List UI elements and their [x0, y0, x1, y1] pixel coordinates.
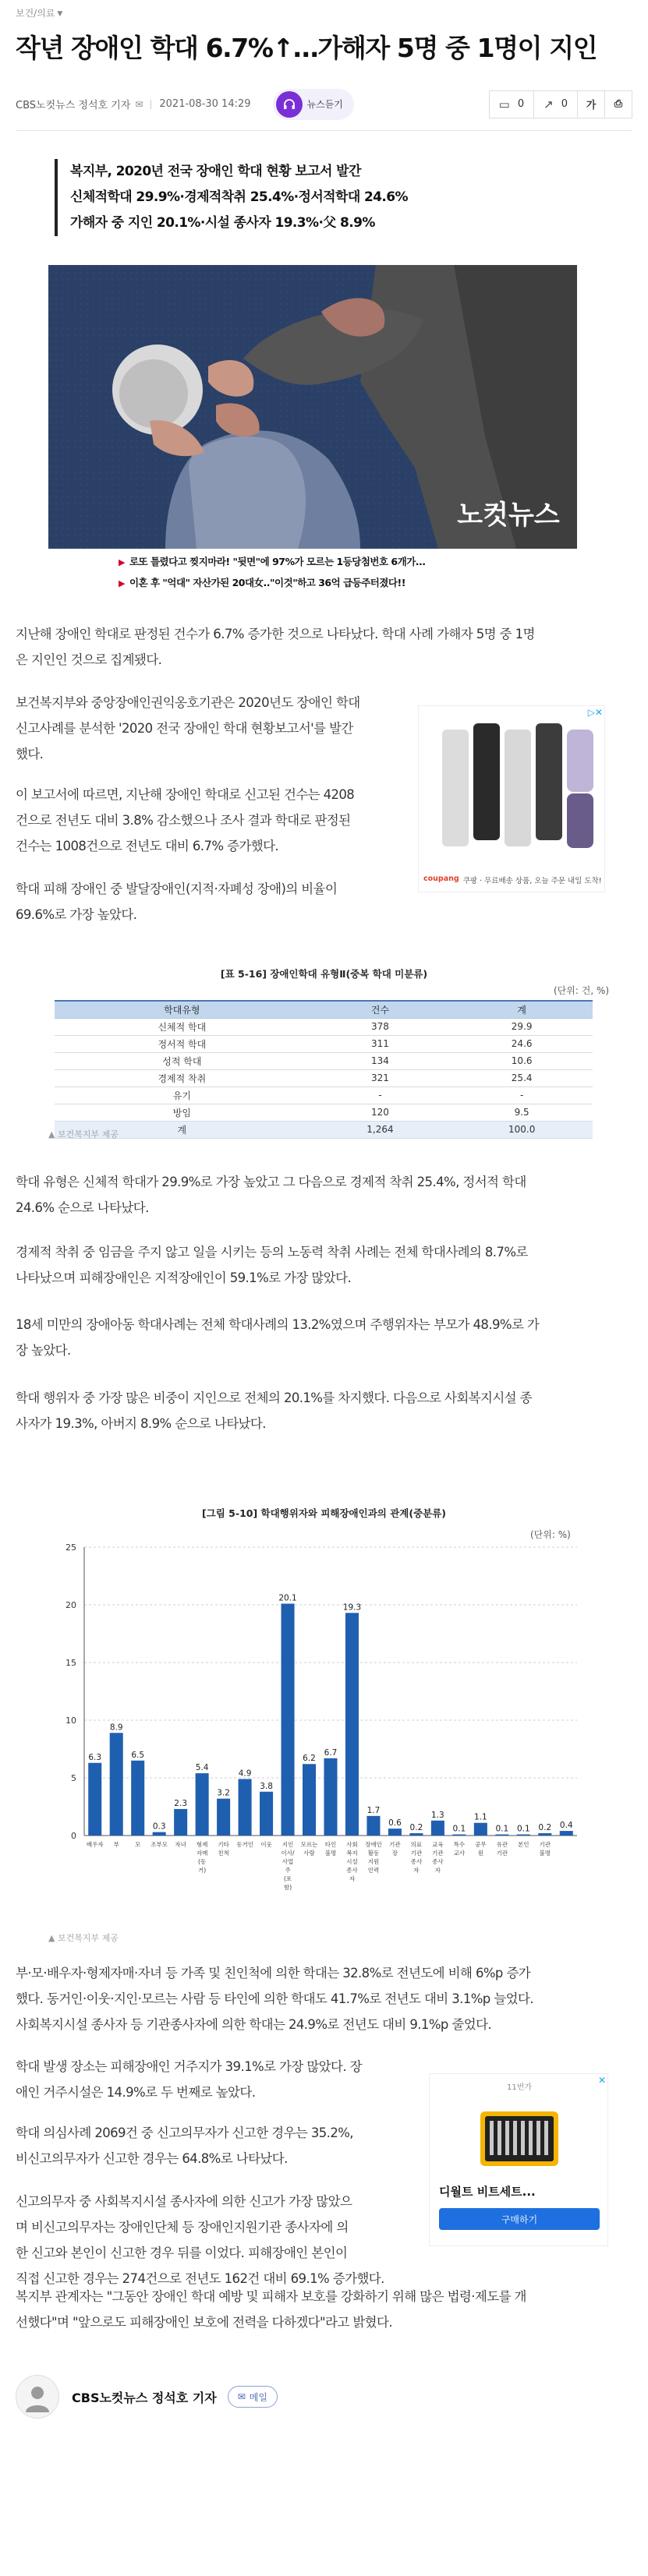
- text-line: 사자가 19.3%, 아버지 8.9% 순으로 나타났다.: [16, 1416, 266, 1431]
- chart-bar: [345, 1613, 359, 1836]
- ad-product-name[interactable]: 디월트 비트세트...: [439, 2185, 536, 2199]
- table-row: [55, 1087, 593, 1104]
- text-line: 건으로 전년도 대비 3.8% 감소했으나 조사 결과 학대로 판정된: [16, 813, 351, 828]
- byline: CBS노컷뉴스 정석호 기자: [16, 100, 131, 111]
- ad-choices-icon[interactable]: ▷✕: [587, 707, 603, 718]
- x-tick-label: 이사/: [281, 1850, 295, 1857]
- data-label: 6.5: [131, 1750, 145, 1760]
- chart-bar: [174, 1809, 187, 1836]
- x-tick-label: 조부모: [150, 1841, 168, 1848]
- table-cell: 311: [310, 1035, 451, 1052]
- body-paragraph: [16, 876, 421, 928]
- y-tick-label: 20: [66, 1600, 76, 1610]
- ad-product-card[interactable]: [429, 2073, 608, 2246]
- text-line: 학대 발생 장소는 피해장애인 거주지가 39.1%로 가장 많았다. 장: [16, 2059, 363, 2074]
- text-line: 이 보고서에 따르면, 지난해 장애인 학대로 신고된 건수는 4208: [16, 787, 355, 802]
- comment-count: 0: [517, 98, 525, 110]
- article-actions: [490, 90, 632, 118]
- author-name[interactable]: CBS노컷뉴스 정석호 기자: [72, 2390, 217, 2405]
- x-tick-label: 사람: [303, 1850, 315, 1857]
- text-line: 은 지인인 것으로 집계됐다.: [16, 652, 162, 667]
- abuse-type-table: [55, 1000, 593, 1139]
- data-label: 0.4: [559, 1821, 573, 1831]
- data-label: 19.3: [342, 1602, 362, 1613]
- related-link[interactable]: [119, 552, 426, 573]
- table-unit: (단위: 건, %): [554, 985, 610, 996]
- share-button[interactable]: [533, 90, 578, 118]
- summary-line: 가해자 중 지인 20.1%·시설 종사자 19.3%·父 8.9%: [70, 215, 375, 231]
- table-row: [55, 1018, 593, 1035]
- person-icon: [22, 2381, 53, 2412]
- x-tick-label: 유관: [496, 1841, 508, 1848]
- x-tick-label: 기관: [539, 1841, 551, 1848]
- buy-button[interactable]: 구매하기: [439, 2208, 600, 2230]
- ad-tagline: [423, 875, 602, 885]
- body-paragraph: [16, 1169, 632, 1221]
- data-label: 6.2: [303, 1754, 316, 1764]
- x-tick-label: 활동: [367, 1850, 380, 1857]
- chart-bar: [409, 1833, 423, 1836]
- data-label: 0.1: [516, 1824, 530, 1834]
- data-label: 6.3: [88, 1752, 102, 1762]
- table-title: [표 5-16] 장애인학대 유형Ⅱ(중복 학대 미분류): [220, 968, 428, 980]
- text-line: 학대 피해 장애인 중 발달장애인(지적·자폐성 장애)의 비율이: [16, 882, 338, 896]
- table-cell: -: [310, 1087, 451, 1104]
- chart-bar: [239, 1779, 252, 1836]
- x-tick-label: 모르는: [300, 1841, 318, 1848]
- related-link-text[interactable]: 로또 틀렸다고 찢지마라! "뒷면"에 97%가 모르는 1등당첨번호 6개가...: [129, 556, 426, 567]
- text-line: 학대 의심사례 2069건 중 신고의무자가 신고한 경우는 35.2%,: [16, 2125, 353, 2140]
- table-cell: 유기: [55, 1087, 310, 1104]
- print-button[interactable]: [604, 90, 632, 118]
- data-label: 0.2: [409, 1823, 423, 1833]
- x-tick-label: 부: [113, 1841, 119, 1848]
- text-line: 나타났으며 피해장애인은 지적장애인이 59.1%로 가장 많았다.: [16, 1270, 352, 1285]
- x-tick-label: 자: [434, 1867, 441, 1874]
- article-photo: [48, 265, 577, 549]
- ad-brand: coupang: [423, 875, 459, 883]
- data-label: 3.8: [260, 1781, 273, 1791]
- ad-label: 11번가: [506, 2083, 533, 2092]
- chart-bar: [431, 1821, 444, 1836]
- drill-bit-set-image: [473, 2096, 566, 2174]
- chart-bar: [196, 1773, 209, 1836]
- x-tick-label: 기관: [389, 1841, 401, 1848]
- chart-bar: [282, 1604, 295, 1836]
- x-tick-label: 본인: [518, 1841, 529, 1848]
- x-tick-label: 의료: [410, 1841, 423, 1848]
- y-tick-label: 25: [66, 1542, 76, 1553]
- chart-bar: [131, 1761, 144, 1836]
- y-tick-label: 15: [66, 1658, 76, 1668]
- table-cell: 120: [310, 1104, 451, 1121]
- text-line: 했다. 동거인·이웃·지인·모르는 사람 등 타인에 의한 학대도 41.7%로 전년도 대비 3.1%p 늘었다.: [16, 1991, 533, 2006]
- table-cell: 정서적 학대: [55, 1035, 310, 1052]
- text-line: 사회복지시설 종사자 등 기관종사자에 의한 학대는 24.9%로 전년도 대비 9.1%p 줄었다.: [16, 2017, 492, 2032]
- table-row: [55, 1052, 593, 1069]
- chart-bar: [324, 1758, 337, 1836]
- chart-bar: [452, 1835, 466, 1836]
- text-line: 했다.: [16, 747, 44, 761]
- comment-button[interactable]: [489, 90, 534, 118]
- relation-bar-chart: [47, 1524, 593, 1929]
- related-links: [119, 552, 426, 594]
- ad-choices-icon[interactable]: ✕: [597, 2075, 606, 2086]
- text-line: 며 비신고의무자는 장애인단체 등 장애인지원기관 종사자에 의: [16, 2220, 349, 2235]
- font-size-button[interactable]: 가: [577, 90, 605, 118]
- data-label: 0.6: [388, 1818, 402, 1829]
- chart-bar: [517, 1835, 530, 1836]
- mail-icon: ✉: [237, 2391, 246, 2402]
- x-tick-label: 특수: [453, 1841, 466, 1848]
- text-line: 한 신고와 본인이 신고한 경우 뒤를 이었다. 피해장애인 본인이: [16, 2246, 348, 2260]
- x-tick-label: 종사: [432, 1858, 444, 1865]
- table-cell: 방임: [55, 1104, 310, 1121]
- data-label: 0.1: [495, 1824, 509, 1834]
- triangle-icon: ▶: [119, 578, 125, 588]
- x-tick-label: 시설: [346, 1858, 358, 1865]
- x-tick-label: 이웃: [260, 1841, 272, 1848]
- table-cell: 321: [310, 1069, 451, 1087]
- body-paragraph: [16, 2189, 452, 2292]
- article-summary: [55, 159, 408, 236]
- table-cell: 25.4: [451, 1069, 593, 1087]
- table-cell: -: [451, 1087, 593, 1104]
- body-paragraph: [16, 1239, 632, 1291]
- x-tick-label: 기타: [218, 1841, 229, 1848]
- chart-unit: (단위: %): [530, 1529, 571, 1540]
- data-label: 4.9: [238, 1769, 252, 1779]
- table-cell: 29.9: [451, 1018, 593, 1035]
- x-tick-label: 복지: [346, 1850, 358, 1857]
- data-label: 1.1: [473, 1812, 487, 1822]
- ad-text: 쿠팡 · 무료배송 상품, 오늘 주문 내일 도착!: [462, 877, 602, 885]
- x-tick-label: (포: [283, 1875, 292, 1882]
- comment-icon: ▭: [498, 97, 510, 111]
- data-label: 0.3: [152, 1822, 166, 1832]
- x-tick-label: 함): [283, 1884, 292, 1891]
- table-header: 계: [451, 1001, 593, 1018]
- table-cell: 계: [55, 1121, 310, 1138]
- author-box: [16, 2369, 632, 2424]
- table-cell: 378: [310, 1018, 451, 1035]
- table-total-row: [55, 1121, 593, 1138]
- text-line: 선했다"며 "앞으로도 피해장애인 보호에 전력을 다하겠다"라고 밝혔다.: [16, 2315, 392, 2330]
- text-line: 비신고의무자가 신고한 경우는 64.8%로 나타났다.: [16, 2151, 288, 2166]
- x-tick-label: 지인: [282, 1841, 294, 1848]
- body-paragraph: [16, 2054, 421, 2105]
- x-tick-label: 공무: [475, 1841, 487, 1848]
- data-label: 5.4: [195, 1763, 209, 1773]
- text-line: 18세 미만의 장애아동 학대사례는 전체 학대사례의 13.2%였으며 주행위자는 부모가 48.9%로 가: [16, 1317, 540, 1332]
- body-paragraph: [16, 1312, 632, 1363]
- body-paragraph: [16, 621, 632, 673]
- chart-bar: [153, 1832, 166, 1836]
- x-tick-label: 사회: [346, 1841, 358, 1848]
- chart-bar: [388, 1829, 402, 1836]
- text-line: 직접 신고한 경우는 274건으로 전년도 162건 대비 69.1% 증가했다.: [16, 2271, 384, 2286]
- table-row: [55, 1104, 593, 1121]
- x-tick-label: 주: [285, 1867, 291, 1874]
- x-tick-label: 장애인: [365, 1841, 382, 1848]
- x-tick-label: 교육: [432, 1841, 444, 1848]
- divider: [150, 100, 151, 109]
- data-label: 2.3: [174, 1798, 188, 1808]
- share-count: 0: [561, 98, 568, 110]
- text-line: 보건복지부와 중앙장애인권익옹호기관은 2020년도 장애인 학대: [16, 695, 360, 710]
- body-paragraph: [16, 690, 421, 767]
- text-line: 24.6% 순으로 나타났다.: [16, 1200, 149, 1215]
- x-tick-label: 교사: [453, 1850, 466, 1857]
- body-paragraph: [16, 782, 421, 859]
- email-label: 메일: [249, 2391, 267, 2403]
- chart-bar: [538, 1833, 551, 1836]
- y-tick-label: 10: [66, 1716, 76, 1726]
- headphones-icon: [276, 91, 303, 118]
- table-cell: 24.6: [451, 1035, 593, 1052]
- breadcrumb[interactable]: [16, 6, 62, 19]
- related-link[interactable]: [119, 573, 426, 594]
- x-tick-label: 동거인: [236, 1841, 253, 1848]
- data-label: 6.7: [324, 1747, 338, 1758]
- y-tick-label: 0: [71, 1831, 76, 1841]
- chart-bar: [217, 1799, 230, 1836]
- avatar[interactable]: [16, 2375, 59, 2419]
- x-tick-label: 종사: [410, 1858, 423, 1865]
- x-tick-label: 기관: [432, 1850, 444, 1857]
- text-line: 69.6%로 가장 높았다.: [16, 907, 137, 922]
- x-tick-label: 자: [349, 1875, 356, 1882]
- summary-line: 복지부, 2020년 전국 장애인 학대 현황 보고서 발간: [70, 164, 361, 179]
- table-cell: 성적 학대: [55, 1052, 310, 1069]
- chart-title: [그림 5-10] 학대행위자와 피해장애인과의 관계(중분류): [201, 1507, 447, 1519]
- chart-bar: [560, 1831, 573, 1836]
- text-line: 애인 거주시설은 14.9%로 두 번째로 높았다.: [16, 2085, 256, 2100]
- text-line: 부·모·배우자·형제자매·자녀 등 가족 및 친인척에 의한 학대는 32.8%로 전년도에 비해 6%p 증가: [16, 1966, 531, 1981]
- text-line: 경제적 착취 중 임금을 주지 않고 일을 시키는 등의 노동력 착취 사례는 전체 학대사례의 8.7%로: [16, 1245, 528, 1260]
- ad-banner[interactable]: [418, 705, 605, 892]
- x-tick-label: 지원: [367, 1858, 380, 1865]
- x-tick-label: 사업: [282, 1858, 294, 1865]
- y-tick-label: 5: [71, 1773, 76, 1783]
- chart-bar: [366, 1816, 380, 1836]
- data-label: 3.2: [217, 1788, 230, 1798]
- x-tick-label: 거): [198, 1867, 207, 1874]
- chart-source: ▲ 보건복지부 제공: [48, 1933, 119, 1943]
- x-tick-label: 불명: [539, 1850, 551, 1857]
- x-tick-label: 친척: [218, 1850, 229, 1857]
- headline: 작년 장애인 학대 6.7%↑…가해자 5명 중 1명이 지인: [16, 33, 597, 63]
- mail-icon[interactable]: ✉: [135, 98, 143, 110]
- x-tick-label: 자녀: [175, 1841, 186, 1848]
- x-tick-label: 자매: [196, 1850, 208, 1857]
- x-tick-label: 형제: [196, 1841, 208, 1848]
- table-cell: 신체적 학대: [55, 1018, 310, 1035]
- text-line: 신고사례를 분석한 '2020 전국 장애인 학대 현황보고서'를 발간: [16, 721, 353, 736]
- x-tick-label: 기관: [496, 1850, 508, 1857]
- table-cell: 9.5: [451, 1104, 593, 1121]
- phone-product-image: [419, 706, 604, 866]
- x-tick-label: 불명: [324, 1850, 337, 1857]
- table-cell: 1,264: [310, 1121, 451, 1138]
- data-label: 0.2: [538, 1823, 552, 1833]
- x-tick-label: 기관: [410, 1850, 423, 1857]
- listen-button[interactable]: [273, 89, 354, 120]
- data-label: 1.3: [431, 1810, 444, 1820]
- data-label: 20.1: [278, 1593, 297, 1603]
- summary-line: 신체적학대 29.9%·경제적착취 25.4%·정서적학대 24.6%: [70, 189, 408, 205]
- table-header: 학대유형: [55, 1001, 310, 1018]
- x-tick-label: 종사: [346, 1867, 358, 1874]
- text-line: 학대 유형은 신체적 학대가 29.9%로 가장 높았고 그 다음으로 경제적 착취 25.4%, 정서적 학대: [16, 1175, 526, 1189]
- text-line: 학대 행위자 중 가장 많은 비중이 지인으로 전체의 20.1%를 차지했다. 다음으로 사회복지시설 종: [16, 1390, 533, 1405]
- photo-watermark: 노컷뉴스: [457, 500, 560, 531]
- x-tick-label: 인력: [367, 1867, 380, 1874]
- text-line: 신고의무자 중 사회복지시설 종사자에 의한 신고가 가장 많았으: [16, 2194, 352, 2209]
- x-tick-label: 자: [413, 1867, 420, 1874]
- article-meta: [16, 87, 632, 131]
- listen-label: 뉴스듣기: [306, 99, 343, 110]
- breadcrumb-category[interactable]: 보건/의료: [16, 8, 55, 19]
- chart-bar: [474, 1823, 487, 1836]
- data-label: 0.1: [452, 1824, 466, 1834]
- text-line: 복지부 관계자는 "그동안 장애인 학대 예방 및 피해자 보호를 강화하기 위해 많은 법령·제도를 개: [16, 2289, 526, 2304]
- chart-bar: [303, 1764, 316, 1836]
- related-link-text[interactable]: 이혼 후 "억대" 자산가된 20대女.."이것"하고 36억 급등주터졌다!!: [129, 577, 405, 588]
- table-cell: 134: [310, 1052, 451, 1069]
- table-row: [55, 1069, 593, 1087]
- email-button[interactable]: [228, 2386, 278, 2408]
- table-header: 건수: [310, 1001, 451, 1018]
- x-tick-label: 원: [477, 1850, 483, 1857]
- table-cell: 100.0: [451, 1121, 593, 1138]
- print-icon: ⎙: [614, 98, 623, 110]
- data-label: 1.7: [366, 1805, 381, 1815]
- body-paragraph: [16, 1385, 632, 1436]
- table-row: [55, 1035, 593, 1052]
- x-tick-label: 타인: [324, 1841, 337, 1848]
- text-line: 장 높았다.: [16, 1343, 71, 1358]
- body-paragraph: [16, 2284, 632, 2335]
- publish-date: 2021-08-30 14:29: [159, 98, 251, 110]
- chart-bar: [495, 1835, 508, 1836]
- x-tick-label: 모: [135, 1841, 141, 1848]
- text-line: 지난해 장애인 학대로 판정된 건수가 6.7% 증가한 것으로 나타났다. 학대 사례 가해자 5명 중 1명: [16, 627, 535, 641]
- body-paragraph: [16, 1960, 632, 2037]
- table-cell: 경제적 착취: [55, 1069, 310, 1087]
- chart-bar: [88, 1763, 101, 1836]
- x-tick-label: 배우자: [86, 1841, 104, 1848]
- chart-bar: [110, 1733, 123, 1836]
- data-label: 8.9: [109, 1723, 123, 1733]
- chart-bar: [260, 1792, 273, 1836]
- chevron-down-icon: ▼: [57, 10, 63, 18]
- table-cell: 10.6: [451, 1052, 593, 1069]
- triangle-icon: ▶: [119, 557, 125, 567]
- x-tick-label: 장: [391, 1850, 398, 1857]
- body-paragraph: [16, 2120, 421, 2171]
- x-tick-label: (동: [198, 1858, 207, 1865]
- share-icon: ↗: [544, 97, 554, 111]
- table-source: ▲ 보건복지부 제공: [48, 1129, 119, 1140]
- text-line: 건수는 1008건으로 전년도 대비 6.7% 증가했다.: [16, 839, 279, 853]
